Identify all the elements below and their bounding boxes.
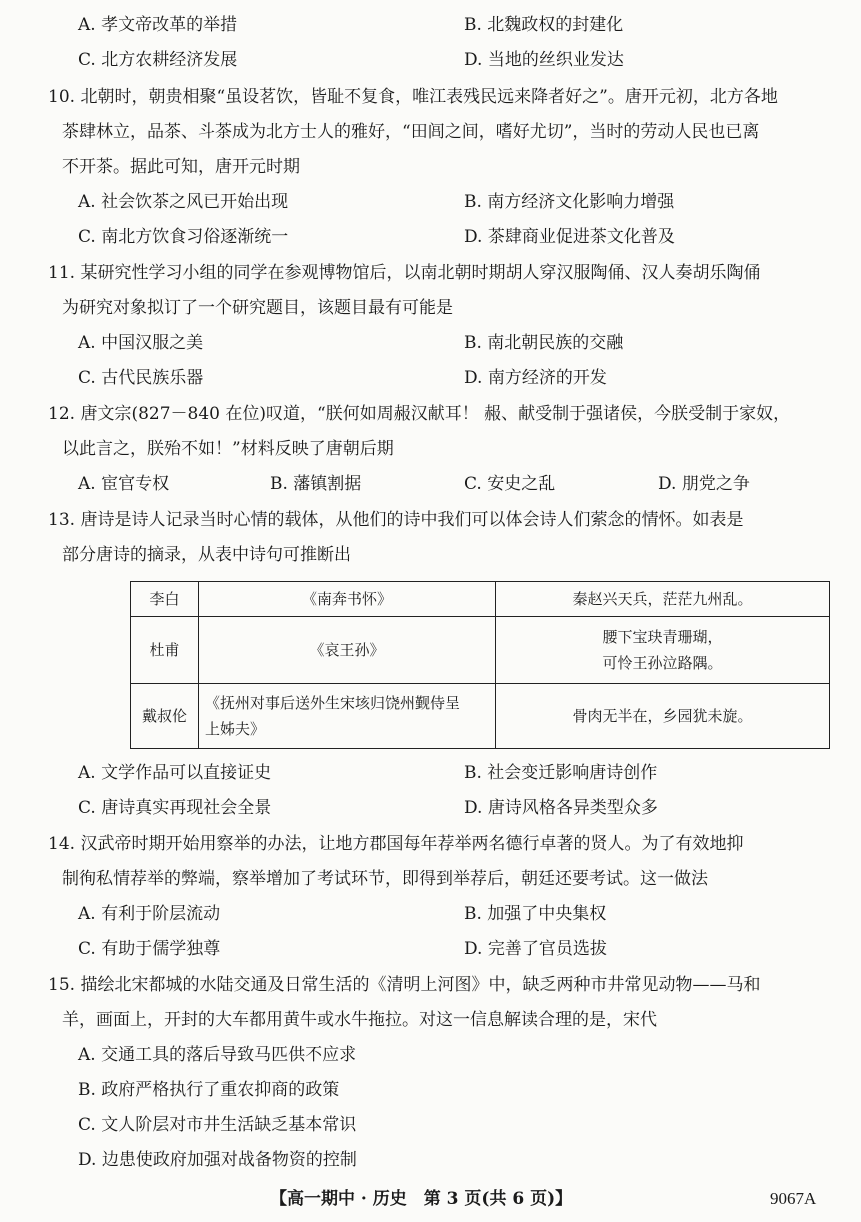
q14-stem-line1: 14. 汉武帝时期开始用察举的办法，让地方郡国每年荐举两名德行卓著的贤人。为了有效地抑: [48, 834, 744, 854]
q11-option-a: A. 中国汉服之美: [78, 333, 204, 353]
q14-option-b: B. 加强了中央集权: [464, 904, 607, 924]
q10-options-row2: [0, 220, 861, 255]
q11-stem-line1: 11. 某研究性学习小组的同学在参观博物馆后，以南北朝时期胡人穿汉服陶俑、汉人奏胡乐陶俑: [48, 263, 761, 283]
q11-option-c: C. 古代民族乐器: [78, 368, 204, 388]
q12-stem-line1: 12. 唐文宗(827－840 在位)叹道，“朕何如周赧汉献耳！ 赧、献受制于强诸侯，今朕受制于家奴，: [48, 404, 791, 424]
verse-cell: 骨肉无半在，乡园犹未旋。: [496, 684, 830, 749]
q15-option-c-row: [0, 1108, 861, 1143]
poem-title-line: 《抚州对事后送外生宋垓归饶州觐侍呈: [205, 694, 461, 712]
verse-cell: 秦赵兴天兵，茫茫九州乱。: [496, 582, 830, 617]
q10-option-a: A. 社会饮茶之风已开始出现: [78, 192, 289, 212]
poet-cell: 杜甫: [131, 617, 199, 684]
q11-options-row2: [0, 361, 861, 396]
q13-stem-line2: 部分唐诗的摘录，从表中诗句可推断出: [62, 545, 351, 565]
q15-option-d: D. 边患使政府加强对战备物资的控制: [78, 1150, 357, 1170]
q12-option-b: B. 藩镇割据: [270, 474, 362, 494]
q13-stem-line1: 13. 唐诗是诗人记录当时心情的载体，从他们的诗中我们可以体会诗人们萦念的情怀。如表是: [48, 510, 744, 530]
q13-options-row1: [0, 756, 861, 791]
q14-option-c: C. 有助于儒学独尊: [78, 939, 221, 959]
q11-options-row1: [0, 326, 861, 361]
table-row: [131, 582, 830, 617]
page-footer: [0, 1184, 861, 1214]
q9-options-row1: [0, 8, 861, 43]
q11-stem-line2: 为研究对象拟订了一个研究题目，该题目最有可能是: [62, 298, 453, 318]
q11-option-b: B. 南北朝民族的交融: [464, 333, 624, 353]
verse-line: 腰下宝玦青珊瑚，: [602, 628, 723, 646]
q12-option-a: A. 宦官专权: [78, 474, 170, 494]
footer-exam-code: 9067A: [770, 1189, 817, 1208]
q10-option-c: C. 南北方饮食习俗逐渐统一: [78, 227, 289, 247]
poem-title-cell: [199, 684, 496, 749]
q10-stem-line2: 茶肆林立，品茶、斗茶成为北方士人的雅好，“田闾之间，嗜好尤切”，当时的劳动人民也已离: [62, 122, 760, 142]
q10-option-b: B. 南方经济文化影响力增强: [464, 192, 675, 212]
q12-options-row: [0, 467, 861, 502]
q15-option-b-row: [0, 1073, 861, 1108]
q13-option-b: B. 社会变迁影响唐诗创作: [464, 763, 658, 783]
q10-stem-line3: 不开茶。据此可知，唐开元时期: [62, 157, 300, 177]
q9-option-c: C. 北方农耕经济发展: [78, 50, 238, 70]
q12-option-d: D. 朋党之争: [658, 474, 750, 494]
verse-cell: [496, 617, 830, 684]
poet-cell: 李白: [131, 582, 199, 617]
q15-stem-line2: 羊，画面上，开封的大车都用黄牛或水牛拖拉。对这一信息解读合理的是，宋代: [62, 1010, 657, 1030]
q15-option-a: A. 交通工具的落后导致马匹供不应求: [78, 1045, 357, 1065]
q14-options-row2: [0, 932, 861, 967]
q11-option-d: D. 南方经济的开发: [464, 368, 607, 388]
table-row: [131, 684, 830, 749]
poem-title-line: 上姊夫》: [205, 720, 266, 738]
q13-option-a: A. 文学作品可以直接证史: [78, 763, 272, 783]
q14-stem-line2: 制徇私情荐举的弊端，察举增加了考试环节，即得到举荐后，朝廷还要考试。这一做法: [62, 869, 708, 889]
q9-option-d: D. 当地的丝织业发达: [464, 50, 624, 70]
table-row: [131, 617, 830, 684]
q13-options-row2: [0, 791, 861, 826]
q10-options-row1: [0, 185, 861, 220]
poem-title-cell: 《哀王孙》: [199, 617, 496, 684]
q10-option-d: D. 茶肆商业促进茶文化普及: [464, 227, 675, 247]
q13-option-c: C. 唐诗真实再现社会全景: [78, 798, 272, 818]
q15-option-c: C. 文人阶层对市井生活缺乏基本常识: [78, 1115, 357, 1135]
poem-title-cell: 《南奔书怀》: [199, 582, 496, 617]
q12-option-c: C. 安史之乱: [464, 474, 556, 494]
q9-option-a: A. 孝文帝改革的举措: [78, 15, 238, 35]
verse-line: 可怜王孙泣路隅。: [602, 654, 723, 672]
q10-stem-line1: 10. 北朝时，朝贵相聚“虽设茗饮，皆耻不复食，唯江表残民远来降者好之”。唐开元初，北方各地: [48, 87, 778, 107]
poem-table: [130, 581, 830, 749]
q9-options-row2: [0, 43, 861, 78]
q15-stem-line1: 15. 描绘北宋都城的水陆交通及日常生活的《清明上河图》中，缺乏两种市井常见动物——马和: [48, 975, 761, 995]
q12-stem-line2: 以此言之，朕殆不如！”材料反映了唐朝后期: [62, 439, 394, 459]
q13-option-d: D. 唐诗风格各异类型众多: [464, 798, 658, 818]
q15-option-b: B. 政府严格执行了重农抑商的政策: [78, 1080, 340, 1100]
q14-option-d: D. 完善了官员选拔: [464, 939, 607, 959]
q14-option-a: A. 有利于阶层流动: [78, 904, 221, 924]
q9-option-b: B. 北魏政权的封建化: [464, 15, 624, 35]
footer-page-info: 【高一期中 · 历史 第 3 页(共 6 页)】: [270, 1189, 573, 1209]
q14-options-row1: [0, 897, 861, 932]
poet-cell: 戴叔伦: [131, 684, 199, 749]
q15-option-a-row: [0, 1038, 861, 1073]
q15-option-d-row: [0, 1143, 861, 1178]
